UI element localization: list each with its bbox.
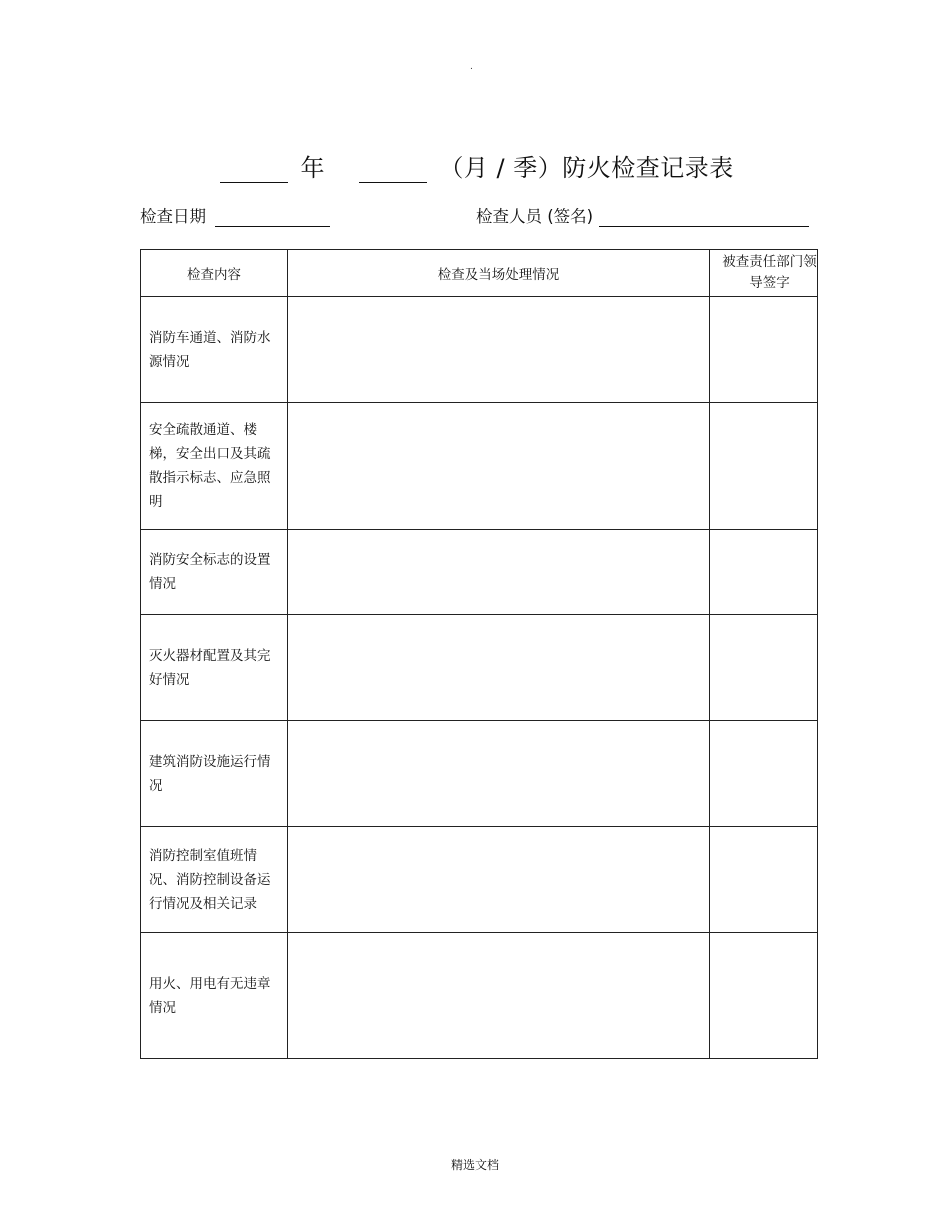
row-inspection-content: 消防车通道、消防水源情况 <box>141 297 288 403</box>
row-inspection-content: 建筑消防设施运行情况 <box>141 721 288 827</box>
row-signature-cell[interactable] <box>710 530 818 615</box>
inspector-signature-field <box>476 203 809 227</box>
inspector-signature-label: 检查人员 (签名) <box>476 207 594 226</box>
header-inspection-content: 检查内容 <box>141 250 288 297</box>
row-handling-cell[interactable] <box>288 827 710 933</box>
header-handling-situation: 检查及当场处理情况 <box>288 250 710 297</box>
inspection-date-label: 检查日期 <box>140 207 206 226</box>
row-signature-cell[interactable] <box>710 933 818 1059</box>
table-row <box>141 530 818 615</box>
header-department-signature: 被查责任部门领导签字 <box>710 250 818 297</box>
row-signature-cell[interactable] <box>710 403 818 530</box>
row-inspection-content: 消防安全标志的设置情况 <box>141 530 288 615</box>
table-row <box>141 403 818 530</box>
table-row <box>141 615 818 721</box>
row-signature-cell[interactable] <box>710 721 818 827</box>
row-signature-cell[interactable] <box>710 297 818 403</box>
row-signature-cell[interactable] <box>710 615 818 721</box>
row-inspection-content: 安全疏散通道、楼梯，安全出口及其疏散指示标志、应急照明 <box>141 403 288 530</box>
row-handling-cell[interactable] <box>288 933 710 1059</box>
form-title <box>0 148 950 183</box>
table-row <box>141 933 818 1059</box>
table-row <box>141 721 818 827</box>
table-row <box>141 297 818 403</box>
period-blank[interactable] <box>359 158 427 183</box>
page-top-mark: . <box>470 62 473 72</box>
row-handling-cell[interactable] <box>288 297 710 403</box>
row-handling-cell[interactable] <box>288 530 710 615</box>
inspection-date-field <box>140 203 330 227</box>
row-signature-cell[interactable] <box>710 827 818 933</box>
inspector-signature-blank[interactable] <box>599 208 809 227</box>
row-handling-cell[interactable] <box>288 721 710 827</box>
row-handling-cell[interactable] <box>288 615 710 721</box>
row-inspection-content: 用火、用电有无违章情况 <box>141 933 288 1059</box>
year-blank[interactable] <box>220 158 288 183</box>
table-header-row <box>141 250 818 297</box>
row-handling-cell[interactable] <box>288 403 710 530</box>
row-inspection-content: 灭火器材配置及其完好情况 <box>141 615 288 721</box>
title-suffix: （月 / 季）防火检查记录表 <box>439 154 734 182</box>
row-inspection-content: 消防控制室值班情况、消防控制设备运行情况及相关记录 <box>141 827 288 933</box>
table-row <box>141 827 818 933</box>
title-year-char: 年 <box>300 154 325 182</box>
page-footer: 精选文档 <box>450 1158 499 1172</box>
inspection-date-blank[interactable] <box>215 208 330 227</box>
inspection-record-table <box>140 249 818 1059</box>
